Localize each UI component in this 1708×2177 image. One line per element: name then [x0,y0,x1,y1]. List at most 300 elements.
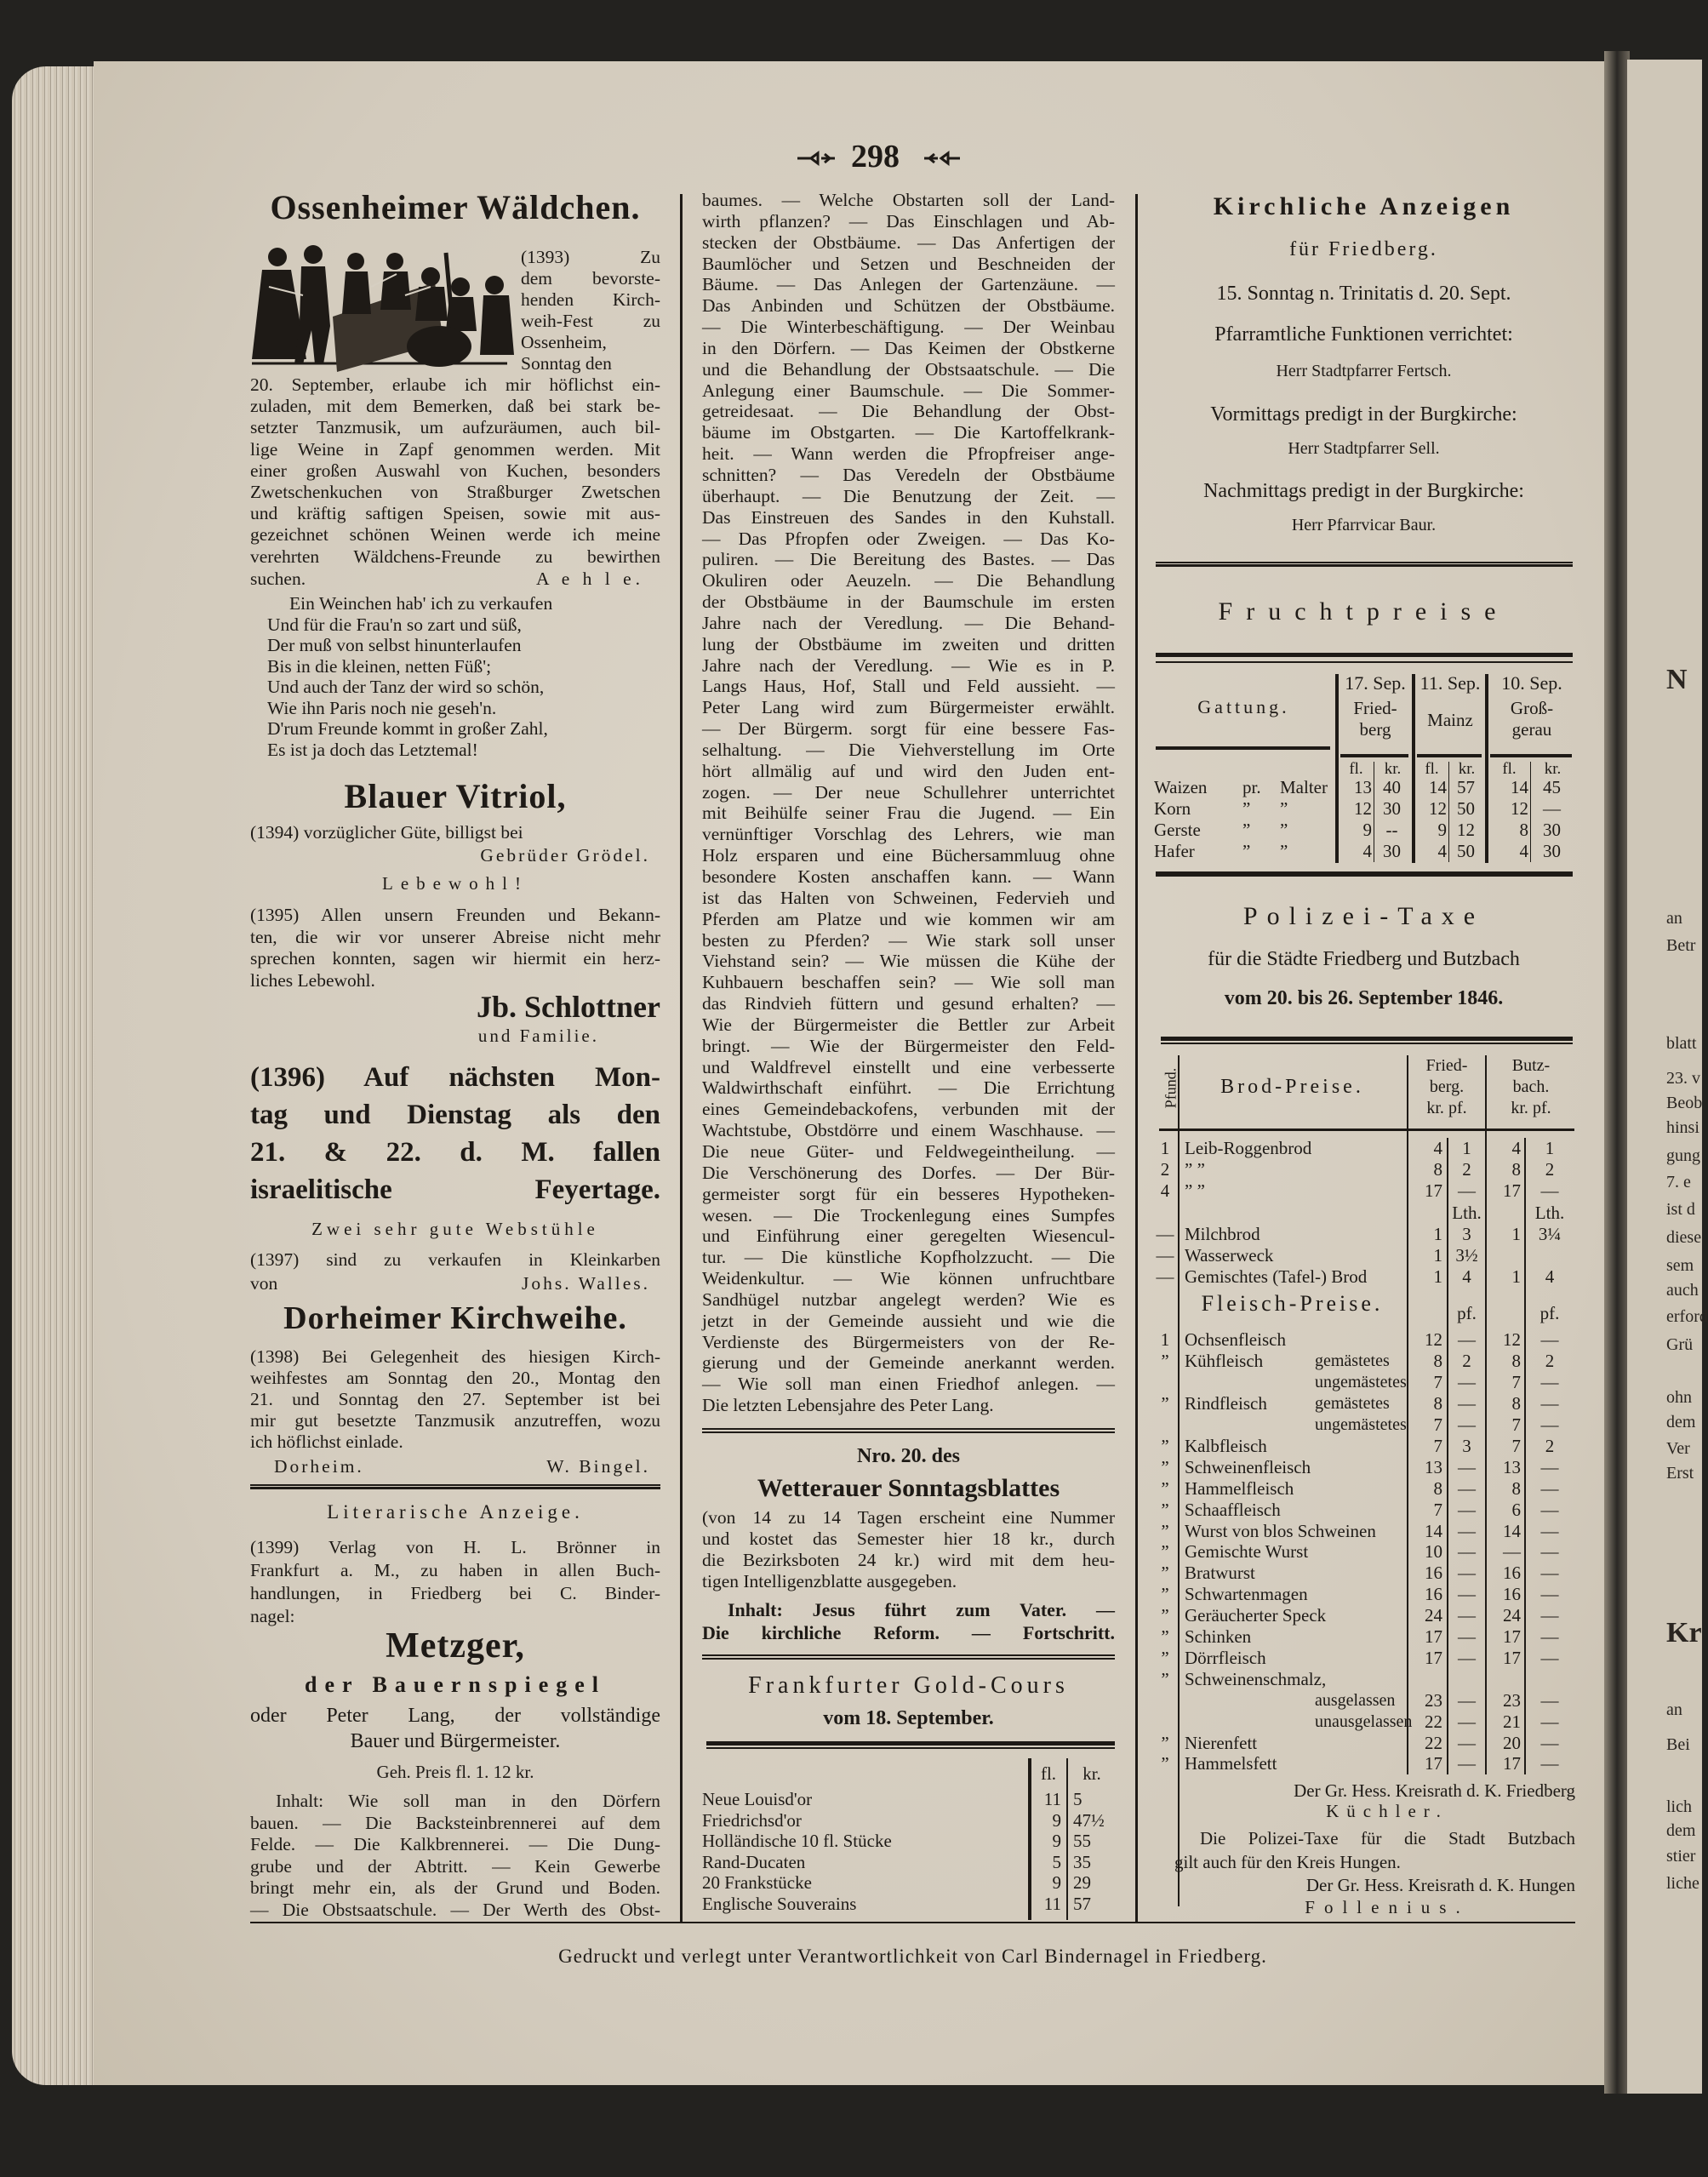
friedberg-kr: 1 [1433,1223,1442,1244]
next-page-fragment: Bei [1666,1735,1690,1754]
notice-title: Wetterauer Sonntagsblattes [757,1474,1060,1502]
text-line: 21. und Sonntag den 27. September ist bei [250,1389,660,1409]
row-unit: ” [1161,1732,1169,1753]
text-line: ist das Halten von Schweinen, Federvieh und [702,887,1115,908]
butzbach-pf: — [1540,1520,1559,1541]
coin-name: Englische Souverains [702,1894,857,1914]
friedberg-kr: 17 [1425,1647,1442,1668]
text-line: bauen. — Die Backsteinbrennerei auf dem [250,1812,660,1833]
column-header-friedberg [1408,1055,1485,1119]
row-unit: ” [1161,1668,1169,1689]
text-line: (1395) Allen unsern Freunden und Bekann- [250,905,660,925]
market-city: berg [1359,719,1391,740]
friedberg-kr: 24 [1425,1605,1442,1626]
text-line: Bis in die kleinen, netten Füß'; [267,655,492,677]
row-unit: ” [1161,1393,1169,1414]
text-line: (1396) Auf nächsten Mon- [250,1062,660,1093]
row-unit: ” [1161,1584,1169,1605]
row-sub: gemästetes [1315,1351,1390,1371]
row-name: Dörrfleisch [1185,1647,1266,1668]
next-page-fragment: sem [1666,1256,1694,1275]
price-fl: 12 [1511,798,1528,819]
price-kr: 50 [1457,798,1475,819]
value-fl: 9 [1052,1831,1061,1852]
ad-text: (1397) sind zu verkaufen in Kleinkarben [250,1249,660,1270]
text-line: (von 14 zu 14 Tagen erscheint eine Nummer [702,1507,1115,1528]
text-line: wirth pflanzen? — Das Einschlagen und Ab- [702,210,1115,231]
next-page-fragment: lich [1666,1797,1692,1816]
butzbach-pf: — [1540,1372,1559,1393]
price-kr: -- [1385,820,1398,840]
next-page-fragment: Erst [1666,1464,1694,1483]
next-page-fragment: diese [1666,1228,1702,1247]
butzbach-kr: 7 [1511,1435,1521,1456]
row-unit: ” [1161,1647,1169,1668]
price-kr: 30 [1383,798,1401,819]
ad-signature: Jb. Schlottner [477,990,660,1024]
section-rule [702,1654,1115,1660]
text-line: nagel: [250,1606,295,1626]
unit-pf: pf. [1532,1099,1551,1117]
text-line: und Einführung einer geregelten Wiesencul- [702,1226,1115,1247]
row-unit: ” [1161,1477,1169,1499]
price-fl: 4 [1362,841,1372,861]
friedberg-pf: 1 [1462,1138,1471,1158]
text-line: bäume im Obstgarten. — Die Kartoffelkrank- [702,422,1115,443]
text-line: 21. & 22. d. M. fallen [250,1137,660,1168]
text-line: liches Lebewohl. [250,969,375,991]
butzbach-pf: — [1540,1563,1559,1584]
gold-subtitle: vom 18. September. [823,1707,994,1729]
next-page-fragment: dem [1666,1413,1696,1431]
text-line: grube und der Abtritt. — Kein Gewerbe [250,1855,660,1877]
row-name: Hammelfleisch [1185,1477,1294,1499]
row-sub: ungemästetes [1315,1415,1407,1434]
butzbach-pf: — [1540,1414,1559,1435]
butzbach-pf: — [1540,1711,1559,1732]
row-name: ” ” [1185,1180,1205,1202]
butzbach-pf: 2 [1545,1159,1555,1180]
value-kr: 29 [1073,1872,1091,1894]
friedberg-pf: — [1458,1520,1476,1541]
column-header-butzbach [1487,1055,1575,1119]
text-line: lige Weine in Zapf genommen werden. Mit [250,438,660,460]
grain-name: Hafer [1154,841,1195,861]
butzbach-kr: 7 [1511,1414,1521,1435]
row-unit: ” [1161,1435,1169,1456]
row-name: Wurst von blos Schweinen [1185,1520,1376,1541]
woodcut-dance-illustration [252,236,514,374]
butzbach-kr: 17 [1503,1626,1521,1647]
row-unit: ” [1161,1520,1169,1541]
ad-text [250,374,660,568]
row-unit: ” [1161,1351,1169,1372]
church-line: Pfarramtliche Funktionen verrichtet: [1214,323,1513,346]
butzbach-kr: 17 [1503,1180,1521,1202]
grain-unit: ” [1280,798,1288,819]
text-line: (1398) Bei Gelegenheit des hiesigen Kirch- [250,1346,660,1367]
next-page-fragment: dem [1666,1821,1696,1840]
text-line: Waldwirthschaft einführt. — Die Errichtung [702,1077,1115,1099]
ad-text: von [250,1273,278,1294]
church-subtitle: für Friedberg. [1289,238,1438,260]
butzbach-kr: 14 [1503,1520,1521,1541]
butzbach-pf: — [1540,1477,1559,1499]
row-name: Schinken [1185,1626,1252,1647]
unit-kr: kr. [1544,760,1562,778]
friedberg-pf: — [1458,1372,1476,1393]
footer-rule [250,1922,1575,1923]
butzbach-kr: 8 [1511,1351,1521,1372]
text-line: heit. — Wann werden die Pfropfreiser ange- [702,443,1115,465]
coin-name: Friedrichsd'or [702,1809,802,1831]
coin-name: Holländische 10 fl. Stücke [702,1831,892,1852]
gold-title: Frankfurter Gold-Cours [748,1672,1069,1699]
value-fl: 11 [1043,1789,1061,1809]
butzbach-pf: 2 [1545,1351,1555,1372]
meat-heading: Fleisch-Preise. [1201,1291,1384,1317]
text-line: schnitten? — Das Veredeln der Obstbäume [702,464,1115,485]
unit-pf: pf. [1539,1303,1560,1324]
text-line: Sonntag den [521,353,612,374]
row-name: Kalbfleisch [1185,1435,1267,1456]
header-line: Fried- [1425,1056,1468,1075]
signature-line: Der Gr. Hess. Kreisrath d. K. Hungen [1305,1875,1575,1895]
section-rule [1156,562,1573,567]
next-page-fragment: ist d [1666,1200,1695,1219]
text-line: Ossenheim, [521,332,607,352]
column-header-bread: Brod-Preise. [1220,1076,1364,1098]
grain-per: ” [1242,798,1251,819]
butzbach-kr: 17 [1503,1647,1521,1668]
table-rule [1156,653,1573,663]
section-rule [250,1484,660,1489]
text-line: gierung und der Gemeinde anerkannt werden. [702,1352,1115,1374]
next-page-fragment: Ver [1666,1439,1690,1458]
friedberg-pf: — [1458,1414,1476,1435]
next-page-fragment: Grü [1666,1335,1694,1354]
friedberg-pf: — [1458,1605,1476,1626]
value-fl: 5 [1052,1851,1061,1872]
church-line: Vormittags predigt in der Burgkirche: [1210,403,1517,426]
price-fl: 9 [1362,820,1372,840]
police-note [1174,1826,1575,1874]
text-line: Bäume. — Das Anlegen der Gartenzäune. — [702,274,1115,295]
butzbach-pf: — [1540,1541,1559,1563]
text-line: israelitische Feyertage. [250,1174,660,1205]
text-line: Wie ihn Paris noch nie geseh'n. [267,697,497,718]
text-line: — Die Obstsaatschule. — Der Werth des Obst- [250,1899,660,1920]
grain-unit: ” [1280,820,1288,840]
row-sub: unausgelassen [1315,1711,1413,1731]
row-name: Schwartenmagen [1185,1584,1308,1605]
grain-name: Gerste [1154,820,1201,840]
friedberg-kr: 16 [1425,1584,1442,1605]
friedberg-pf: — [1458,1499,1476,1520]
row-name: Ochsenfleisch [1185,1329,1286,1351]
friedberg-kr: 22 [1425,1732,1442,1753]
ad-text [250,1536,660,1628]
value-fl: 9 [1052,1809,1061,1831]
row-name: Rindfleisch [1185,1393,1267,1414]
friedberg-pf: — [1458,1584,1476,1605]
butzbach-kr: 7 [1511,1372,1521,1393]
police-subtitle: für die Städte Friedberg und Butzbach [1208,948,1520,970]
next-page-fragment: auch [1666,1281,1699,1300]
gold-row [702,1852,1115,1873]
gold-row [702,1894,1115,1915]
text-line: Wachtstube, Obstdörre und einem Waschhause. — [702,1120,1115,1141]
text-line: dem bevorste- [521,268,660,289]
next-page-fragment: liche [1666,1874,1699,1893]
friedberg-pf: — [1458,1477,1476,1499]
row-name: Nierenfett [1185,1732,1258,1753]
ornament-icon [796,150,838,167]
text-line: jetzt in der Gemeinde aussieht und wie die [702,1310,1115,1331]
value-fl: 9 [1052,1872,1061,1894]
friedberg-kr: 1 [1433,1245,1442,1266]
friedberg-kr: 16 [1425,1563,1442,1584]
text-line: (1399) Verlag von H. L. Brönner in [250,1537,660,1557]
text-line: eines Gemeindebackofens, verbunden mit der [702,1099,1115,1120]
butzbach-kr: — [1503,1541,1521,1563]
row-unit: ” [1161,1563,1169,1584]
text-line: Zwetschenkuchen von Straßburger Zwetschen [250,481,660,502]
unit-fl: fl. [1425,760,1439,778]
butzbach-pf: Lth. [1534,1202,1565,1223]
text-line: stecken der Obstbäume. — Das Anfertigen der [702,231,1115,253]
price-fl: 13 [1354,777,1372,797]
text-line: selhaltung. — Die Viehverstellung im Orte [702,739,1115,760]
book-price: Geh. Preis fl. 1. 12 kr. [376,1762,534,1782]
text-line: Ein Weinchen hab' ich zu verkaufen [289,593,553,614]
friedberg-pf: — [1458,1541,1476,1563]
section-rule [702,1428,1115,1433]
ad-text: (1394) vorzüglicher Güte, billigst bei [250,822,523,843]
text-line: Die letzten Lebensjahre des Peter Lang. [702,1395,994,1416]
friedberg-pf: — [1458,1180,1476,1202]
text-line: zuladen, mit dem Bemerken, daß bei stark be- [250,396,660,417]
unit-kr: kr. [1426,1099,1444,1117]
price-fl: 12 [1354,798,1372,819]
unit-pf: pf. [1448,1099,1467,1117]
butzbach-pf: — [1540,1329,1559,1351]
text-line: verehrten Wäldchens-Freunde zu bewirthen [250,546,660,567]
text-line: Verdienste des Bürgermeisters von der Re- [702,1331,1115,1352]
market-date: 10. Sep. [1501,672,1562,694]
price-kr: 45 [1543,777,1561,797]
butzbach-pf: 3¼ [1538,1223,1562,1244]
row-name: Milchbrod [1185,1223,1260,1244]
butzbach-kr: 8 [1511,1159,1521,1180]
text-line: Peter Lang wird zum Bürgermeister erwählt. [702,697,1115,718]
friedberg-kr: 7 [1433,1435,1442,1456]
text-line: bringt mehr ein, als der Grund und Boden. [250,1877,660,1898]
butzbach-pf: — [1540,1605,1559,1626]
row-unit: — [1156,1223,1174,1244]
friedberg-kr: 8 [1433,1351,1442,1372]
price-kr: 30 [1543,820,1561,840]
column-header-kind: Gattung. [1197,696,1290,717]
friedberg-kr: 7 [1433,1414,1442,1435]
ad-title: Zwei sehr gute Webstühle [311,1219,599,1239]
church-person: Herr Stadtpfarrer Sell. [1288,439,1440,458]
market-city: Mainz [1427,710,1473,730]
price-kr: 40 [1383,777,1401,797]
text-line: henden Kirch- [521,289,660,310]
text-line: Pferden am Platze und wie kommen wir am [702,908,1115,929]
friedberg-kr: 7 [1433,1372,1442,1393]
butzbach-kr: 20 [1503,1732,1521,1753]
friedberg-pf: — [1458,1647,1476,1668]
text-line: bringt. — Wie der Bürgermeister den Feld- [702,1035,1115,1056]
friedberg-kr: 17 [1425,1180,1442,1202]
row-sub: ausgelassen [1315,1690,1396,1710]
row-unit: 2 [1160,1159,1170,1180]
text-line: die Bezirksboten 24 kr.) wird mit dem heu- [702,1550,1115,1570]
next-page-fragment: 7. e [1666,1173,1691,1191]
signature-name: Follenius. [1305,1897,1470,1917]
text-line: und die Behandlung der Obstsaatschule. — Die [702,358,1115,380]
friedberg-pf: — [1458,1456,1476,1477]
unit-kr: kr. [1458,760,1476,778]
price-fl: 9 [1437,820,1447,840]
text-line: (1393) Zu [521,247,660,267]
friedberg-kr: 14 [1425,1520,1442,1541]
butzbach-kr: 4 [1511,1138,1521,1158]
text-line: Frankfurt a. M., zu haben in allen Buch- [250,1560,660,1580]
friedberg-kr: 23 [1425,1689,1442,1711]
gold-row [702,1872,1115,1894]
ad-place: Dorheim. [274,1456,364,1477]
row-unit: — [1156,1266,1174,1288]
header-line: Butz- [1511,1056,1551,1075]
next-page-fragment: Kr [1666,1617,1702,1648]
text-line: Sandhügel nutzbar angelegt werden? Wie es [702,1288,1115,1310]
butzbach-pf: — [1540,1499,1559,1520]
text-line: das Rindvieh füttern und gesund erhalten? — [702,993,1115,1014]
butzbach-kr: 21 [1503,1711,1521,1732]
text-line: hört allmälig auf und wird den Juden ent- [702,760,1115,781]
text-line: setzter Tanzmusik, um aufzuräumen, auch bil- [250,417,660,438]
row-unit: ” [1161,1499,1169,1520]
ad-text [521,247,660,374]
butzbach-pf: — [1540,1753,1559,1774]
text-line: Inhalt: Wie soll man in den Dörfern [276,1791,660,1811]
table-rule [1156,871,1573,877]
butzbach-kr: 23 [1503,1689,1521,1711]
text-line: Jahre nach der Veredlung. — Die Behand- [702,612,1115,633]
ad-title: Ossenheimer Wäldchen. [270,188,641,226]
butzbach-pf: 2 [1545,1435,1555,1456]
notice-text [702,1507,1115,1592]
friedberg-pf: — [1458,1753,1476,1774]
ad-text-large [250,1059,660,1208]
text-line: — Das Pfropfen oder Zweigen. — Das Ko- [702,528,1115,549]
grain-unit: ” [1280,841,1288,861]
butzbach-pf: — [1540,1647,1559,1668]
text-line: — Wie soll man einen Friedhof anlegen. — [702,1374,1115,1395]
friedberg-pf: — [1458,1329,1476,1351]
text-line: Die kirchliche Reform. — Fortschritt. [702,1622,1115,1643]
price-fl: 8 [1519,820,1528,840]
grain-name: Korn [1154,798,1191,819]
ad-text [250,1346,660,1453]
book-gutter [1604,51,1630,2094]
book-subtitle: der Bauernspiegel [304,1672,607,1697]
grain-per: ” [1242,841,1251,861]
unit-fl: fl. [1349,760,1363,778]
ad-signature: A e h l e. [536,569,645,589]
butzbach-pf: — [1540,1393,1559,1414]
friedberg-pf: 4 [1462,1266,1471,1288]
price-kr: 12 [1457,820,1475,840]
row-name: Schweinenfleisch [1185,1456,1311,1477]
unit-fl: fl. [1502,760,1517,778]
price-kr: 30 [1383,841,1401,861]
price-kr: 57 [1457,777,1475,797]
value-kr: 35 [1073,1851,1091,1872]
page-number: 298 [851,139,900,174]
friedberg-pf: Lth. [1452,1202,1482,1223]
price-fl: 14 [1511,777,1528,797]
text-line: 20. September, erlaube ich mir höflichst ein- [250,374,660,395]
next-page-fragment: Beob [1666,1094,1703,1112]
text-line: und kräftig saftigen Speisen, sowie mit aus- [250,503,660,524]
row-name: Kühfleisch [1185,1351,1264,1372]
ad-signature: Johs. Walles. [522,1273,650,1294]
text-line: tag und Dienstag als den [250,1100,660,1130]
text-line: Die Verschönerung des Dorfes. — Der Bür- [702,1162,1115,1183]
coin-name: 20 Frankstücke [702,1872,812,1894]
section-heading: Literarische Anzeige. [327,1501,584,1523]
police-period: vom 20. bis 26. September 1846. [1224,987,1504,1009]
church-person: Herr Stadtpfarrer Fertsch. [1276,362,1452,380]
row-sub: ungemästetes [1315,1373,1407,1392]
imprint: Gedruckt und verlegt unter Verantwortlichkeit von Carl Bindernagel in Friedberg. [558,1946,1267,1967]
friedberg-pf: — [1458,1732,1476,1753]
text-line: weihfestes am Sonntag den 20., Montag den [250,1368,660,1388]
row-unit: 1 [1160,1138,1170,1158]
text-line: weih-Fest zu [521,311,660,331]
text-line: der Obstbäume in der Baumschule im ersten [702,591,1115,613]
row-unit: 4 [1160,1180,1170,1202]
book-page-edges [12,66,100,2085]
value-kr: 5 [1073,1789,1082,1809]
next-page-fragment: Betr [1666,936,1696,955]
text-line: überhaupt. — Die Benutzung der Zeit. — [702,485,1115,506]
value-kr: 57 [1073,1894,1091,1914]
text-line: puliren. — Die Bereitung des Bastes. — Das [702,549,1115,570]
text-line: ich höflichst einlade. [250,1431,403,1452]
column-divider [1135,194,1138,1922]
text-line: Und für die Frau'n so zart und süß, [267,614,522,635]
column-divider [680,194,683,1922]
next-page-fragment: 23. v [1666,1069,1700,1088]
market-city: Groß- [1510,698,1554,718]
table-rule [1417,754,1482,757]
gold-row [702,1789,1115,1810]
ad-signature-sub: und Familie. [477,1026,599,1046]
next-page-fragment: an [1666,909,1682,928]
text-line: Baumlöcher und Setzen und Beschneiden der [702,253,1115,274]
text-line: D'rum Freunde kommt in großer Zahl, [267,718,548,739]
table-rule [1490,754,1572,757]
ad-text [250,905,660,991]
market-date: 11. Sep. [1420,672,1481,694]
butzbach-kr: 12 [1503,1329,1521,1351]
next-page-fragment: N [1666,664,1688,695]
